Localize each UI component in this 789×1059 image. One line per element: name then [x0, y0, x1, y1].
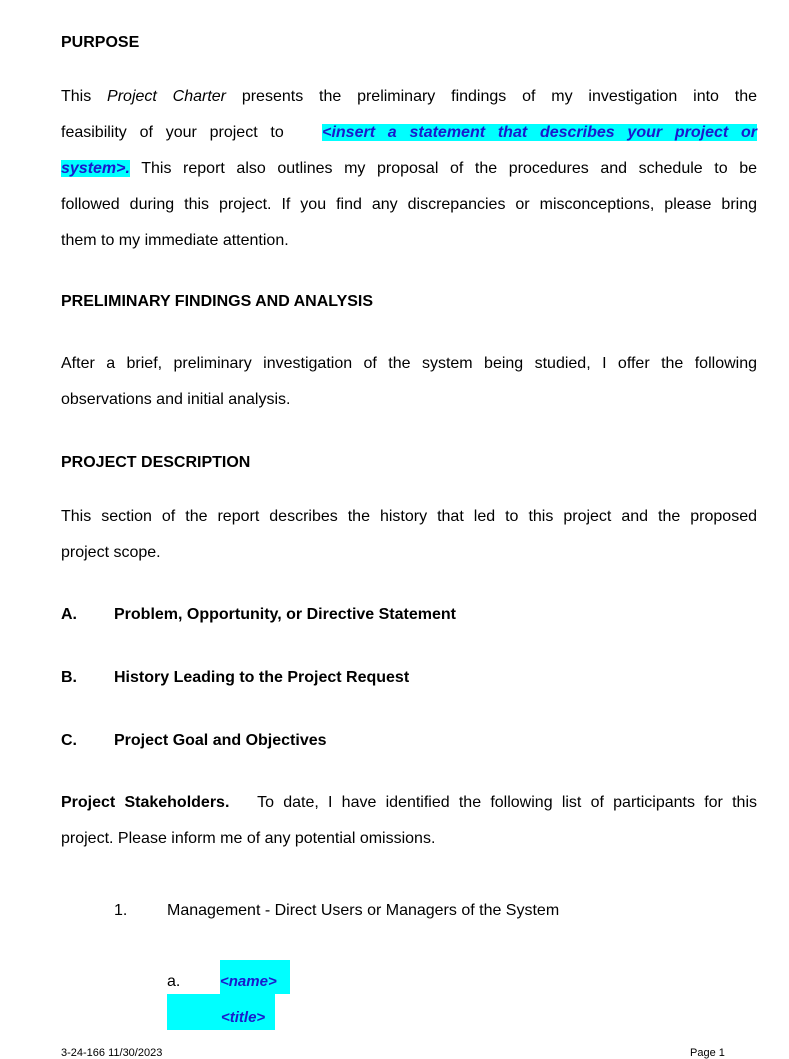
subsection-b-title: History Leading to the Project Request: [114, 669, 410, 686]
description-paragraph: [61, 499, 757, 571]
purpose-line-5: them to my immediate attention.: [61, 232, 289, 249]
purpose-line-1: This Project Charter presents the preliminary findings of my investigation into the: [61, 88, 758, 105]
description-line-2: project scope.: [61, 544, 161, 561]
description-heading: PROJECT DESCRIPTION: [61, 454, 251, 471]
stakeholders-paragraph: [61, 785, 757, 857]
footer-right: Page 1: [690, 1047, 725, 1059]
purpose-paragraph: [61, 79, 757, 259]
subsection-a-letter: A.: [61, 606, 77, 623]
stakeholders-label: Project Stakeholders.: [61, 794, 230, 811]
findings-paragraph: [61, 346, 757, 418]
sub-item-a-letter: a.: [167, 973, 181, 990]
purpose-heading: PURPOSE: [61, 34, 140, 51]
subsection-b-letter: B.: [61, 669, 77, 686]
purpose-line-2: feasibility of your project to <insert a statement that describes your project or: [61, 124, 758, 141]
project-statement-placeholder: <insert a statement that describes your project or: [322, 124, 758, 141]
project-charter-italic: Project Charter: [107, 88, 227, 105]
subsection-a-title: Problem, Opportunity, or Directive Statement: [114, 606, 456, 623]
stakeholders-line-2: project. Please inform me of any potential omissions.: [61, 830, 436, 847]
purpose-line-3: system>. This report also outlines my proposal of the procedures and schedule to be: [61, 160, 757, 177]
findings-line-1: After a brief, preliminary investigation of the system being studied, I offer the following: [61, 355, 757, 372]
list-item-1-number: 1.: [114, 902, 128, 919]
description-line-1: This section of the report describes the history that led to this project and the proposed: [61, 508, 757, 525]
title-placeholder: <title>: [167, 994, 275, 1030]
footer-left: 3-24-166 11/30/2023: [61, 1047, 163, 1059]
findings-line-2: observations and initial analysis.: [61, 391, 291, 408]
name-placeholder: <name>: [220, 960, 290, 994]
subsection-c-title: Project Goal and Objectives: [114, 732, 327, 749]
project-statement-placeholder-end: system>.: [61, 160, 130, 177]
purpose-line-4: followed during this project. If you find any discrepancies or misconceptions, please bring: [61, 196, 757, 213]
findings-heading: PRELIMINARY FINDINGS AND ANALYSIS: [61, 293, 374, 310]
subsection-c-letter: C.: [61, 732, 77, 749]
stakeholders-line-1: Project Stakeholders. To date, I have identified the following list of participants for this: [61, 794, 757, 811]
list-item-1-text: Management - Direct Users or Managers of the System: [167, 902, 560, 919]
